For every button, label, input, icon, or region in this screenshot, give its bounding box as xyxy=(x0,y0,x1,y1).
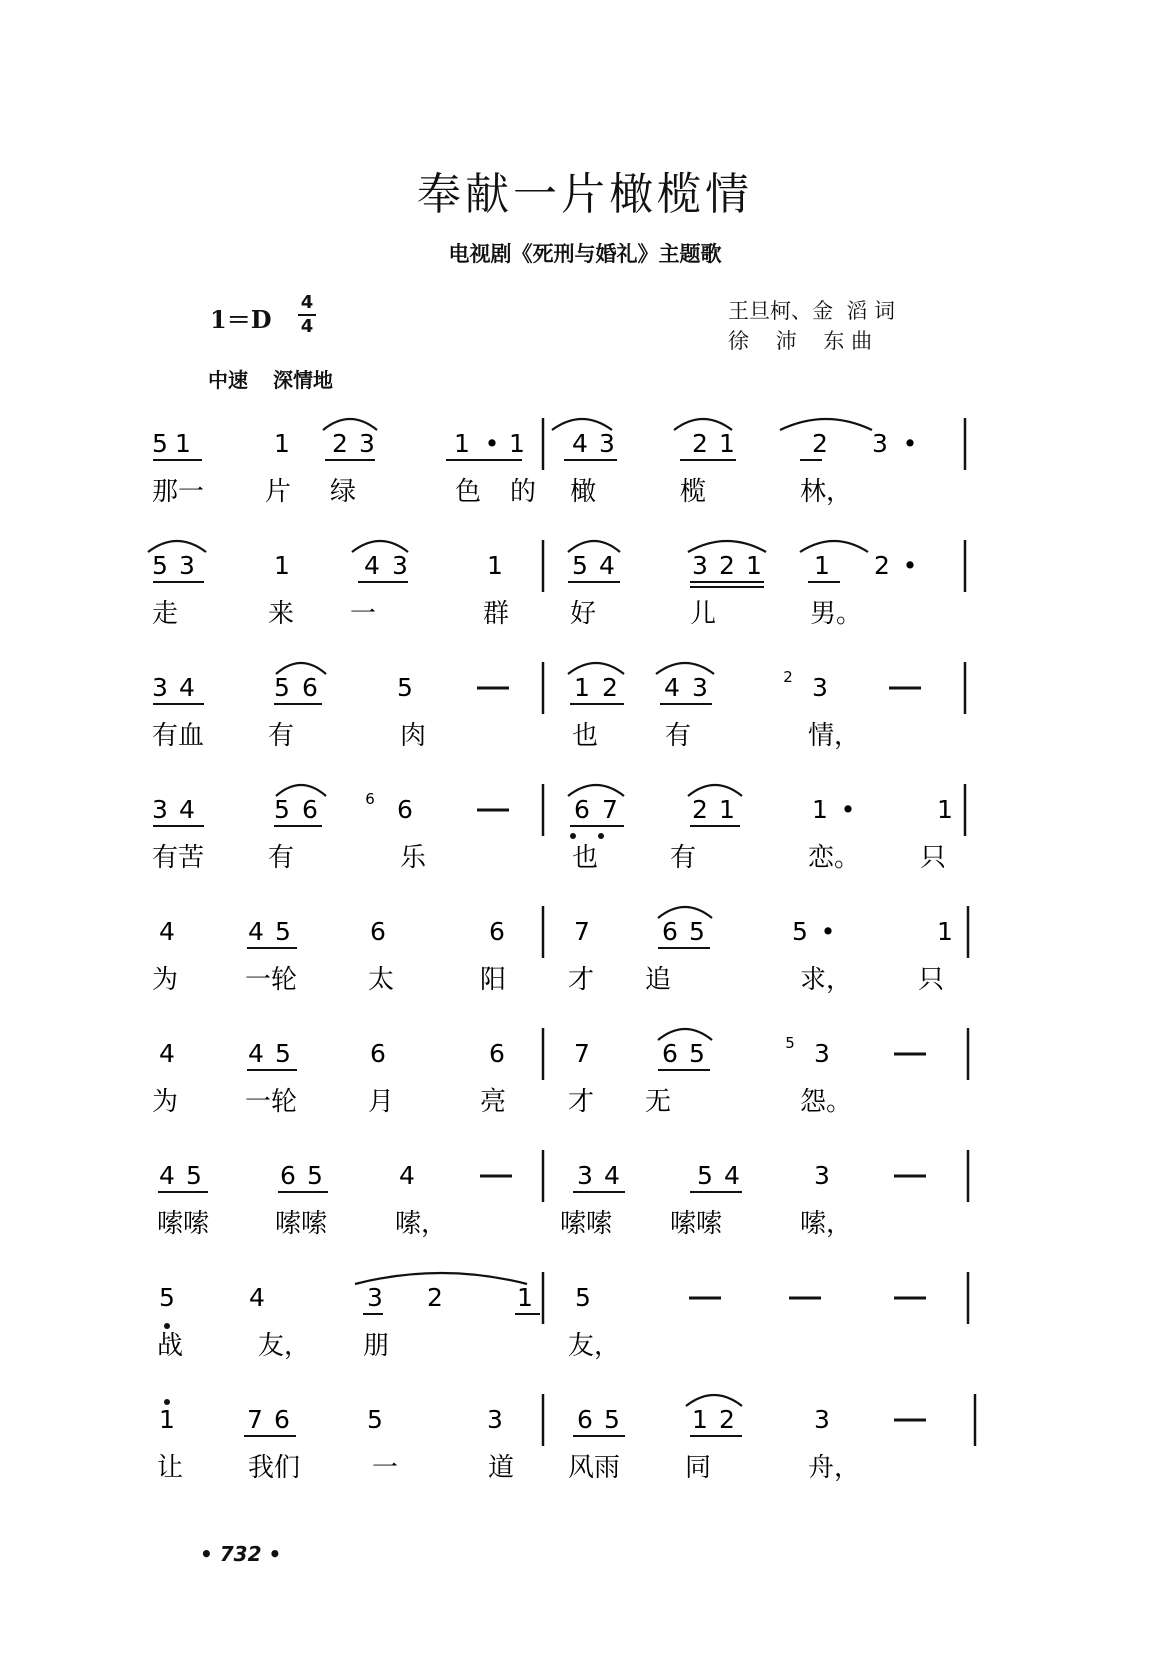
lyric: 乐 xyxy=(400,843,427,873)
note: 2 xyxy=(719,1405,735,1434)
lyric: 有苦 xyxy=(152,843,205,873)
lyric: 求， xyxy=(800,965,853,995)
note: 2 xyxy=(332,429,348,458)
note: 1 xyxy=(517,1283,533,1312)
note: 5 xyxy=(397,673,413,702)
note: 7 xyxy=(247,1405,263,1434)
note: 5 xyxy=(152,551,168,580)
note: 5 xyxy=(697,1161,713,1190)
note: 5 xyxy=(152,429,168,458)
note: 5 xyxy=(275,1039,291,1068)
note: 6 xyxy=(577,1405,593,1434)
lyric: 嗦嗦 xyxy=(157,1209,210,1239)
lyric: 榄 xyxy=(680,477,707,507)
octave-dot xyxy=(164,1323,170,1329)
lyric: 只 xyxy=(918,965,945,995)
note: 3 xyxy=(872,429,888,458)
note: 2 xyxy=(427,1283,443,1312)
slur xyxy=(800,541,868,552)
note: 5 xyxy=(274,795,290,824)
page-number: • 732 • xyxy=(200,1542,282,1566)
note: 6 xyxy=(489,917,505,946)
grace-note: 5 xyxy=(785,1034,795,1052)
lyric: 亮 xyxy=(480,1087,507,1117)
key-signature: 1＝D xyxy=(210,305,272,334)
lyricist-credit: 王旦柯、金 滔 词 xyxy=(728,299,896,323)
note: 6 xyxy=(370,917,386,946)
note: 5 xyxy=(689,1039,705,1068)
note: 5 xyxy=(367,1405,383,1434)
lyric: 有 xyxy=(268,843,295,873)
lyric: 肉 xyxy=(400,721,427,751)
note: 2 xyxy=(692,429,708,458)
note: 4 xyxy=(572,429,588,458)
lyric: 男。 xyxy=(810,599,863,629)
note: 1 xyxy=(812,795,828,824)
note: 1 xyxy=(719,429,735,458)
note: 1 xyxy=(692,1405,708,1434)
note: 1 xyxy=(274,551,290,580)
lyric: 来 xyxy=(268,599,295,629)
note: 6 xyxy=(662,1039,678,1068)
note: 7 xyxy=(574,917,590,946)
lyric: 走 xyxy=(152,599,179,629)
note: 1 xyxy=(274,429,290,458)
note: 6 xyxy=(574,795,590,824)
note: 1 xyxy=(159,1405,175,1434)
note: 3 xyxy=(577,1161,593,1190)
note: 3 xyxy=(692,551,708,580)
lyric: 也 xyxy=(572,843,599,873)
lyric: 只 xyxy=(920,843,947,873)
note: 4 xyxy=(604,1161,620,1190)
note: 3 xyxy=(152,673,168,702)
lyric: 朋 xyxy=(363,1331,390,1361)
lyric: 林， xyxy=(800,477,853,507)
note: 4 xyxy=(249,1283,265,1312)
lyric: 为 xyxy=(152,965,179,995)
note: 1 xyxy=(509,429,525,458)
note: 3 xyxy=(814,1405,830,1434)
note: 4 xyxy=(364,551,380,580)
note: 2 xyxy=(602,673,618,702)
lyric: 群 xyxy=(483,599,510,629)
lyric: 一 xyxy=(350,599,377,629)
note: 3 xyxy=(814,1161,830,1190)
lyric: 嗦， xyxy=(395,1209,448,1239)
note: 3 xyxy=(814,1039,830,1068)
note: 3 xyxy=(179,551,195,580)
note: 4 xyxy=(599,551,615,580)
note: 1 xyxy=(574,673,590,702)
lyric: 片 xyxy=(265,477,292,507)
lyric: 友， xyxy=(258,1331,311,1361)
lyric: 一轮 xyxy=(245,1087,298,1117)
note: 4 xyxy=(724,1161,740,1190)
note: 4 xyxy=(159,1161,175,1190)
lyric: 嗦嗦 xyxy=(670,1209,723,1239)
octave-dot xyxy=(598,833,604,839)
note: 3 xyxy=(367,1283,383,1312)
note: 2 xyxy=(692,795,708,824)
lyric: 道 xyxy=(488,1453,515,1483)
note: 5 xyxy=(689,917,705,946)
note: 3 xyxy=(812,673,828,702)
note: 6 xyxy=(302,795,318,824)
lyric: 儿 xyxy=(690,599,717,629)
lyric: 怨。 xyxy=(800,1087,853,1117)
lyric: 的 xyxy=(510,477,537,507)
note: 2 xyxy=(812,429,828,458)
lyric: 阳 xyxy=(480,965,507,995)
note: 4 xyxy=(159,1039,175,1068)
note: 3 xyxy=(359,429,375,458)
note: 4 xyxy=(179,795,195,824)
lyric: 舟， xyxy=(808,1453,861,1483)
note: 6 xyxy=(280,1161,296,1190)
note: 3 xyxy=(692,673,708,702)
note: 6 xyxy=(489,1039,505,1068)
note: 5 xyxy=(792,917,808,946)
lyric: 太 xyxy=(368,965,395,995)
time-signature-bottom: 4 xyxy=(300,316,314,337)
note: 4 xyxy=(159,917,175,946)
lyric: 一轮 xyxy=(245,965,298,995)
note: 1 xyxy=(937,917,953,946)
note: 5 xyxy=(604,1405,620,1434)
note: 6 xyxy=(397,795,413,824)
note: 6 xyxy=(662,917,678,946)
note: 5 xyxy=(274,673,290,702)
note: 3 xyxy=(152,795,168,824)
lyric: 追 xyxy=(645,965,672,995)
lyric: 那一 xyxy=(152,477,205,507)
lyric: 无 xyxy=(645,1087,672,1117)
note: 4 xyxy=(399,1161,415,1190)
lyric: 让 xyxy=(157,1453,184,1483)
note: 1 xyxy=(746,551,762,580)
note: 5 xyxy=(575,1283,591,1312)
lyric: 恋。 xyxy=(808,843,861,873)
lyric: 也 xyxy=(572,721,599,751)
note: 5 xyxy=(275,917,291,946)
note: 1 xyxy=(937,795,953,824)
lyric: 有 xyxy=(268,721,295,751)
dot-note: • xyxy=(840,795,856,824)
lyric: 有 xyxy=(670,843,697,873)
dot-note: • xyxy=(820,917,836,946)
lyric: 风雨 xyxy=(568,1453,621,1483)
note: 5 xyxy=(307,1161,323,1190)
lyric: 好 xyxy=(570,599,597,629)
note: 7 xyxy=(602,795,618,824)
tempo-marking: 中速 深情地 xyxy=(208,368,333,392)
octave-dot xyxy=(164,1399,170,1405)
note: 4 xyxy=(179,673,195,702)
lyric: 色 xyxy=(455,477,482,507)
note: 2 xyxy=(719,551,735,580)
lyric: 嗦嗦 xyxy=(275,1209,328,1239)
lyric: 友， xyxy=(568,1331,621,1361)
note: 1 xyxy=(175,429,191,458)
grace-note: 6 xyxy=(365,790,375,808)
note: 6 xyxy=(370,1039,386,1068)
note: 1 xyxy=(454,429,470,458)
note: 7 xyxy=(574,1039,590,1068)
note: 3 xyxy=(392,551,408,580)
note: 5 xyxy=(159,1283,175,1312)
note: 6 xyxy=(274,1405,290,1434)
lyric: 才 xyxy=(568,1087,595,1117)
note: 5 xyxy=(186,1161,202,1190)
grace-note: 2 xyxy=(783,668,793,686)
note: 3 xyxy=(487,1405,503,1434)
lyric: 月 xyxy=(368,1087,395,1117)
dot-note: • xyxy=(902,551,918,580)
note: 2 xyxy=(874,551,890,580)
note: 5 xyxy=(572,551,588,580)
song-subtitle: 电视剧《死刑与婚礼》主题歌 xyxy=(448,242,722,266)
lyric: 一 xyxy=(372,1453,399,1483)
note: 6 xyxy=(302,673,318,702)
lyric: 橄 xyxy=(570,477,597,507)
note: 4 xyxy=(664,673,680,702)
note: 1 xyxy=(487,551,503,580)
dot-note: • xyxy=(484,429,500,458)
lyric: 情， xyxy=(808,721,861,751)
note: 4 xyxy=(248,1039,264,1068)
lyric: 有血 xyxy=(152,721,205,751)
lyric: 才 xyxy=(568,965,595,995)
time-signature-top: 4 xyxy=(300,292,314,313)
lyric: 同 xyxy=(685,1453,712,1483)
lyric: 绿 xyxy=(330,477,357,507)
lyric: 我们 xyxy=(248,1453,301,1483)
lyric: 嗦， xyxy=(800,1209,853,1239)
lyric: 嗦嗦 xyxy=(560,1209,613,1239)
lyric: 有 xyxy=(665,721,692,751)
note: 1 xyxy=(719,795,735,824)
note: 3 xyxy=(599,429,615,458)
composer-credit: 徐 沛 东 曲 xyxy=(728,329,873,353)
note: 4 xyxy=(248,917,264,946)
octave-dot xyxy=(570,833,576,839)
note: 1 xyxy=(814,551,830,580)
song-title: 奉献一片橄榄情 xyxy=(417,169,753,220)
dot-note: • xyxy=(902,429,918,458)
lyric: 战 xyxy=(157,1331,184,1361)
lyric: 为 xyxy=(152,1087,179,1117)
